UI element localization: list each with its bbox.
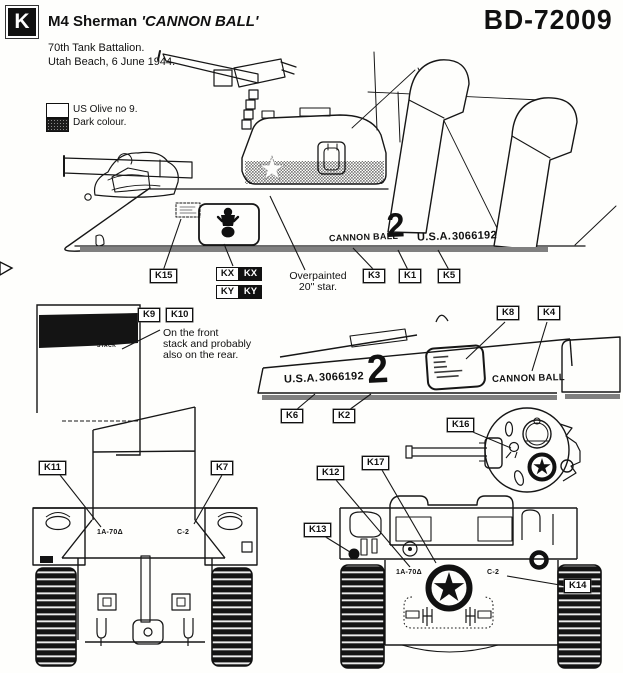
callout-k9: K9 (138, 308, 160, 322)
note-overpainted-line2: 20" star. (298, 281, 338, 294)
callout-k17: K17 (362, 456, 389, 470)
note-stack-line2: stack and probably (163, 338, 252, 351)
rear-view-drawing (340, 496, 601, 668)
callout-k15: K15 (150, 269, 177, 283)
callout-kx-negative: KX (239, 267, 262, 281)
marking-side1-usa: U.S.A. (416, 230, 452, 244)
rear-left-track (341, 565, 384, 668)
note-stack (163, 328, 251, 361)
page-title (48, 14, 259, 30)
marking-rear-right: C-2 (487, 569, 500, 576)
callout-k2: K2 (333, 409, 355, 423)
product-code: BD-72009 (484, 4, 613, 35)
legend-olive-label: US Olive no 9. (73, 104, 138, 115)
note-stack-line3: also on the rear. (163, 349, 239, 362)
stack-drawing (37, 305, 140, 455)
callout-k7: K7 (211, 461, 233, 475)
callout-k4: K4 (538, 306, 560, 320)
marking-side1-number: 2 (385, 206, 406, 245)
callout-k12: K12 (317, 466, 344, 480)
callout-k16: K16 (447, 418, 474, 432)
legend-olive-swatch (46, 103, 69, 118)
page-title-name: 'CANNON BALL' (141, 13, 259, 30)
small-stencil-plate (176, 203, 200, 217)
note-overpainted-line1: Overpainted (289, 270, 347, 282)
cannonball-figure-decal (218, 208, 238, 238)
marking-rear-left: 1A-70Δ (396, 569, 422, 576)
front-view-drawing (33, 407, 257, 666)
cannonball-figure-panel (199, 204, 259, 245)
marking-side1-serial: 3066192 (451, 229, 498, 243)
callout-k13: K13 (304, 523, 331, 537)
callout-k11: K11 (39, 461, 66, 475)
turret-top-drawing (406, 408, 580, 492)
marking-side2-usa: U.S.A. (283, 372, 319, 386)
stack-text-label: STACK (97, 343, 117, 349)
turret-star-decal (530, 455, 555, 480)
marking-side1-name: CANNON BALL (328, 230, 399, 244)
callout-kx-positive: KX (216, 267, 239, 281)
rear-tail-light (349, 549, 360, 560)
subtitle-line-2: Utah Beach, 6 June 1944. (48, 56, 176, 68)
callout-k3: K3 (363, 269, 385, 283)
callout-k8: K8 (497, 306, 519, 320)
marking-front-right: C-2 (177, 529, 190, 536)
callout-ky-negative: KY (239, 285, 262, 299)
note-overpainted (287, 271, 349, 293)
side-view-drawing (64, 51, 616, 252)
legend-dark-swatch (46, 118, 69, 132)
sheet-letter-badge: K (8, 8, 36, 36)
callout-k6: K6 (281, 409, 303, 423)
hull-side-drawing (258, 315, 620, 400)
callout-k1: K1 (399, 269, 421, 283)
subtitle-line-1: 70th Tank Battalion. (48, 42, 145, 54)
callout-ky-positive: KY (216, 285, 239, 299)
page-title-prefix: M4 Sherman (48, 13, 142, 30)
rear-star-decal (429, 568, 470, 609)
front-left-track (36, 568, 76, 666)
legend-dark-label: Dark colour. (73, 117, 127, 128)
note-stack-line1: On the front (163, 327, 219, 339)
marking-front-left: 1A-70Δ (97, 529, 123, 536)
callout-k14: K14 (564, 579, 591, 593)
print-registration-arrow-icon (0, 262, 12, 275)
callout-k5: K5 (438, 269, 460, 283)
hull-skirt-shadow (80, 247, 548, 252)
callout-k10: K10 (166, 308, 193, 322)
front-right-track (212, 568, 252, 666)
marking-side2-number: 2 (365, 346, 390, 392)
marking-side2-name: CANNON BALL (491, 372, 566, 385)
marking-side2-serial: 3066192 (318, 370, 365, 384)
